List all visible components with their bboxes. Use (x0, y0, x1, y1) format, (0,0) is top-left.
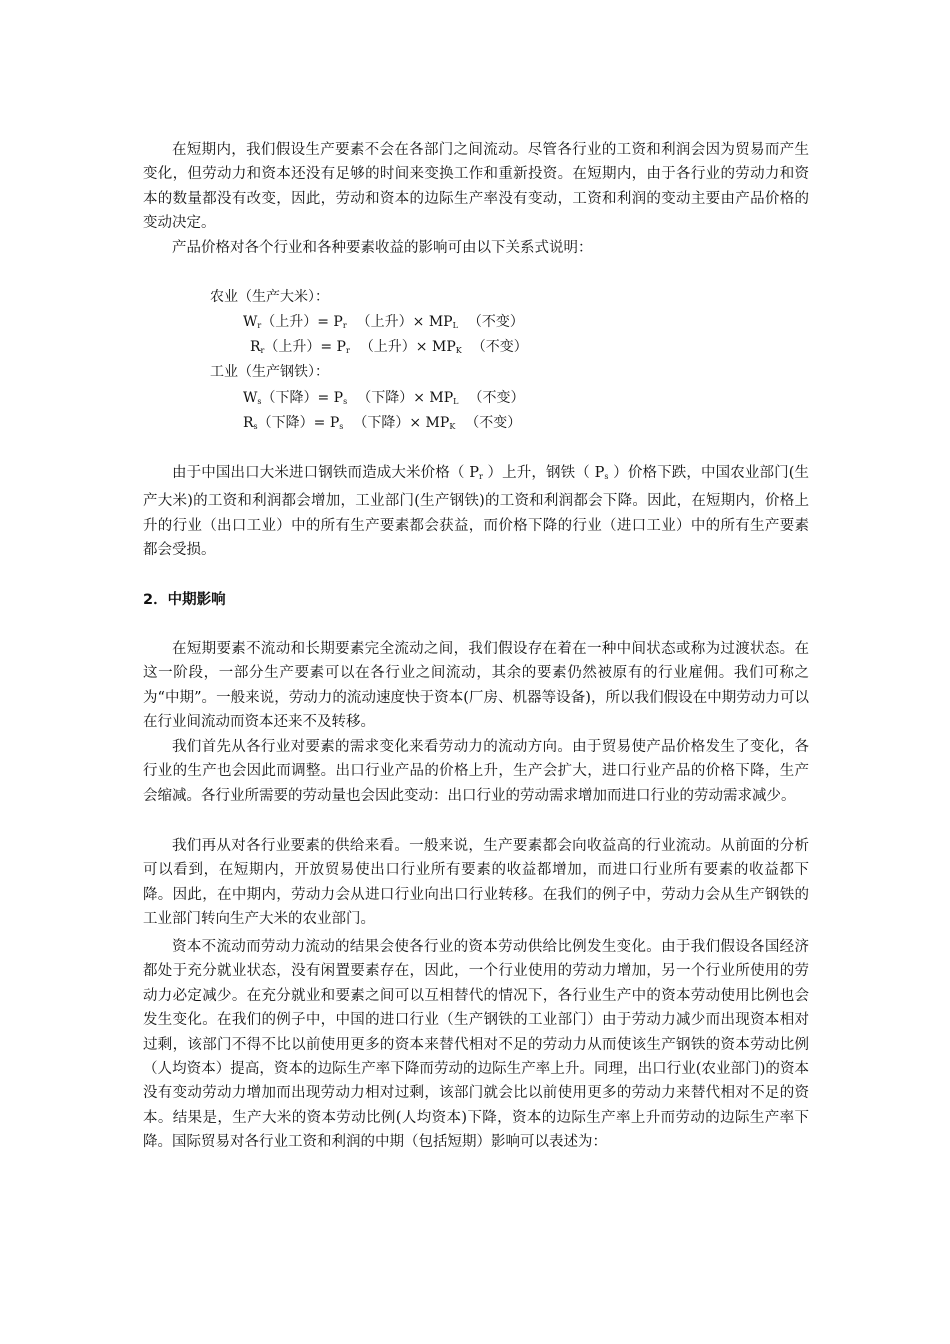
section-heading-medium-term: 2．中期影响 (143, 592, 226, 608)
formula-industry-wage: $W_s$（下降）= $P_s$ （下降）× $MP_L$ （不变） (243, 390, 525, 406)
paragraph-capital-labor-ratio: 资本不流动而劳动力流动的结果会使各行业的资本劳动供给比例发生变化。由于我们假设各国经济都处于充分就业状态，没有闲置要素存在，因此，一个行业使用的劳动力增加，另一个行业所使用的劳动力必定减少。在充分就业和要素之间可以互相替代的情况下，各行业生产中的资本劳动使用比例也会发生变化。在我们的例子中，中国的进口行业（生产钢铁的工业部门）由于劳动力减少而出现资本相对过剩，该部门不得不比以前使用更多的资本来替代相对不足的劳动力从而使该生产钢铁的资本劳动比例（人均资本）提高，资本的边际生产率下降而劳动的边际生产率上升。同理，出口行业(农业部门)的资本没有变动劳动力增加而出现劳动力相对过剩，该部门就会比以前使用更多的劳动力来替代相对不足的资本。结果是，生产大米的资本劳动比例(人均资本)下降，资本的边际生产率上升而劳动的边际生产率下降。国际贸易对各行业工资和利润的中期（包括短期）影响可以表述为： (143, 939, 809, 1151)
paragraph-price-effects: 由于中国出口大米进口钢铁而造成大米价格（ $P_r$ ）上升，钢铁（ $P_s$ ）价格下跌，中国农业部门(生产大米)的工资和利润都会增加，工业部门(生产钢铁)的工资和利润都会下降。因此，在短期内，价格上升的行业（出口工业）中的所有生产要素都会获益，而价格下降的行业（进口工业）中的所有生产要素都会受损。 (143, 465, 809, 559)
paragraph-medium-term-definition: 在短期要素不流动和长期要素完全流动之间，我们假设存在着在一种中间状态或称为过渡状态。在这一阶段，一部分生产要素可以在各行业之间流动，其余的要素仍然被原有的行业雇佣。我们可称之为“中期”。一般来说，劳动力的流动速度快于资本(厂房、机器等设备)，所以我们假设在中期劳动力可以在行业间流动而资本还来不及转移。 (143, 641, 809, 731)
formula-agriculture-rent: $R_r$（上升）= $P_r$ （上升）× $MP_K$ （不变） (250, 339, 528, 355)
paragraph-labor-supply: 我们再从对各行业要素的供给来看。一般来说，生产要素都会向收益高的行业流动。从前面的分析可以看到，在短期内，开放贸易使出口行业所有要素的收益都增加，而进口行业所有要素的收益都下降。因此，在中期内，劳动力会从进口行业向出口行业转移。在我们的例子中，劳动力会从生产钢铁的工业部门转向生产大米的农业部门。 (143, 838, 809, 928)
paragraph-short-term-assumption: 在短期内，我们假设生产要素不会在各部门之间流动。尽管各行业的工资和利润会因为贸易而产生变化，但劳动力和资本还没有足够的时间来变换工作和重新投资。在短期内，由于各行业的劳动力和资本的数量都没有改变，因此，劳动和资本的边际生产率没有变动，工资和利润的变动主要由产品价格的变动决定。 (143, 142, 809, 232)
formula-agriculture-title: 农业（生产大米）： (210, 289, 329, 305)
formula-industry-rent: $R_s$（下降）= $P_s$ （下降）× $MP_K$ （不变） (243, 415, 522, 431)
paragraph-relation-intro: 产品价格对各个行业和各种要素收益的影响可由以下关系式说明： (172, 240, 593, 256)
paragraph-labor-demand: 我们首先从各行业对要素的需求变化来看劳动力的流动方向。由于贸易使产品价格发生了变化，各行业的生产也会因此而调整。出口行业产品的价格上升，生产会扩大，进口行业产品的价格下降，生产会缩减。各行业所需要的劳动量也会因此变动：出口行业的劳动需求增加而进口行业的劳动需求减少。 (143, 739, 809, 804)
formula-industry-title: 工业（生产钢铁）： (210, 364, 329, 380)
formula-agriculture-wage: $W_r$（上升）= $P_r$ （上升）× $MP_L$ （不变） (243, 314, 524, 330)
